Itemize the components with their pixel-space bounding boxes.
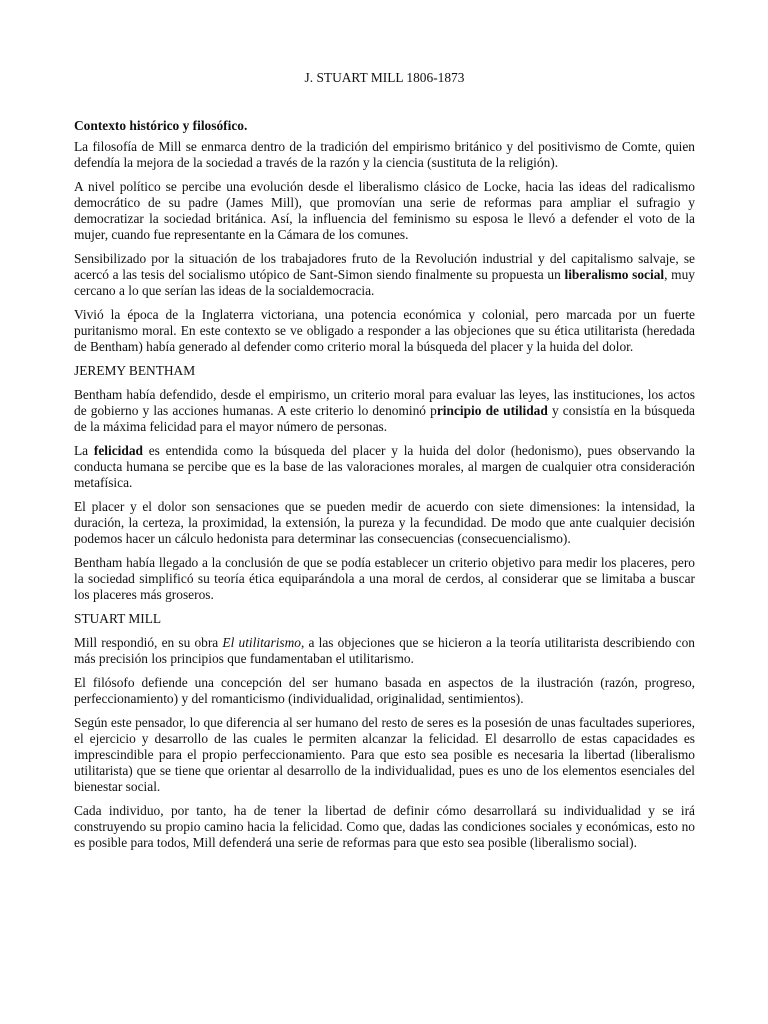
context-paragraph-3 — [74, 251, 695, 299]
text-run: Mill respondió, en su obra — [74, 635, 223, 650]
bentham-paragraph-4: Bentham había llegado a la conclusión de que se podía establecer un criterio objetivo para medir los placeres, pero la sociedad simplificó su teoría ética equiparándola a una moral de cerdos, al considerar que se limitaba a buscar los placeres más groseros. — [74, 555, 695, 602]
mill-paragraph-2: El filósofo defiende una concepción del ser humano basada en aspectos de la ilustración (razón, progreso, perfeccionamiento) y del romanticismo (individualidad, originalidad, sentimientos). — [74, 675, 695, 706]
mill-paragraph-4: Cada individuo, por tanto, ha de tener la libertad de definir cómo desarrollará su individualidad y se irá construyendo su propio camino hacia la felicidad. Como que, dadas las condiciones sociales y económicas, esto no es posible para todos, Mill defenderá una serie de reformas para que esto sea posible (liberalismo social). — [74, 803, 695, 850]
text-run: Bentham había defendido, desde el empirismo, un criterio moral para evaluar las leyes, las instituciones, los actos de gobierno y las acciones humanas. A este criterio lo denominó p — [74, 387, 695, 418]
text-run: La — [74, 443, 94, 458]
text-run: Sensibilizado por la situación de los trabajadores fruto de la Revolución industrial y del capitalismo salvaje, se acercó a las tesis del socialismo utópico de Sant-Simon siendo finalmente su propuesta un — [74, 251, 695, 282]
text-run: y consistía en la búsqueda de la máxima felicidad para el mayor número de personas. — [74, 403, 695, 434]
text-run: , muy cercano a lo que serían las ideas de la socialdemocracia. — [74, 267, 695, 298]
text-run: , a las objeciones que se hicieron a la teoría utilitarista describiendo con más precisión los principios que fundamentaban el utilitarismo. — [74, 635, 695, 666]
context-paragraph-1: La filosofía de Mill se enmarca dentro de la tradición del empirismo británico y del positivismo de Comte, quien defendía la mejora de la sociedad a través de la razón y la ciencia (sustituta de la religión). — [74, 139, 695, 170]
text-run: es entendida como la búsqueda del placer y la huida del dolor (hedonismo), pues observando la conducta humana se percibe que es la base de las valoraciones morales, al margen de cualquier otra consideración metafísica. — [74, 443, 695, 490]
document-body — [74, 70, 695, 859]
bentham-heading: JEREMY BENTHAM — [74, 363, 196, 378]
bentham-paragraph-1 — [74, 387, 695, 435]
bold-term-liberalismo-social: liberalismo social — [564, 267, 665, 282]
context-paragraph-4: Vivió la época de la Inglaterra victoriana, una potencia económica y colonial, pero marcada por un fuerte puritanismo moral. En este contexto se ve obligado a responder a las objeciones que su ética utilitarista (heredada de Bentham) había generado al defender como criterio moral la búsqueda del placer y la huida del dolor. — [74, 307, 695, 354]
mill-paragraph-1 — [74, 635, 695, 667]
bentham-paragraph-2 — [74, 443, 695, 491]
italic-title-el-utilitarismo: El utilitarismo — [222, 635, 301, 650]
mill-paragraph-3: Según este pensador, lo que diferencia al ser humano del resto de seres es la posesión de unas facultades superiores, el ejercicio y desarrollo de las cuales le permiten alcanzar la felicidad. El desarrollo de estas capacidades es imprescindible para el propio perfeccionamiento. Para que esto sea posible es necesaria la libertad (liberalismo utilitarista) que se tiene que orientar al desarrollo de la individualidad, pues es uno de los elementos esenciales del bienestar social. — [74, 715, 695, 794]
context-heading: Contexto histórico y filosófico. — [74, 118, 248, 133]
bold-term-felicidad: felicidad — [93, 443, 143, 458]
page-title: J. STUART MILL 1806-1873 — [304, 70, 465, 85]
context-paragraph-2: A nivel político se percibe una evolución desde el liberalismo clásico de Locke, hacia las ideas del radicalismo democrático de su padre (James Mill), que promovían una serie de reformas para ampliar el sufragio y democratizar la sociedad británica. Así, la influencia del feminismo su esposa le llevó a defender el voto de la mujer, cuando fue representante en la Cámara de los comunes. — [74, 179, 695, 242]
bentham-paragraph-3: El placer y el dolor son sensaciones que se pueden medir de acuerdo con siete dimensiones: la intensidad, la duración, la certeza, la proximidad, la extensión, la pureza y la fecundidad. De modo que ante cualquier decisión podemos hacer un cálculo hedonista para determinar las consecuencias (consecuencialismo). — [74, 499, 695, 546]
mill-heading: STUART MILL — [74, 611, 162, 626]
bold-term-principio-de-utilidad: rincipio de utilidad — [436, 403, 548, 418]
